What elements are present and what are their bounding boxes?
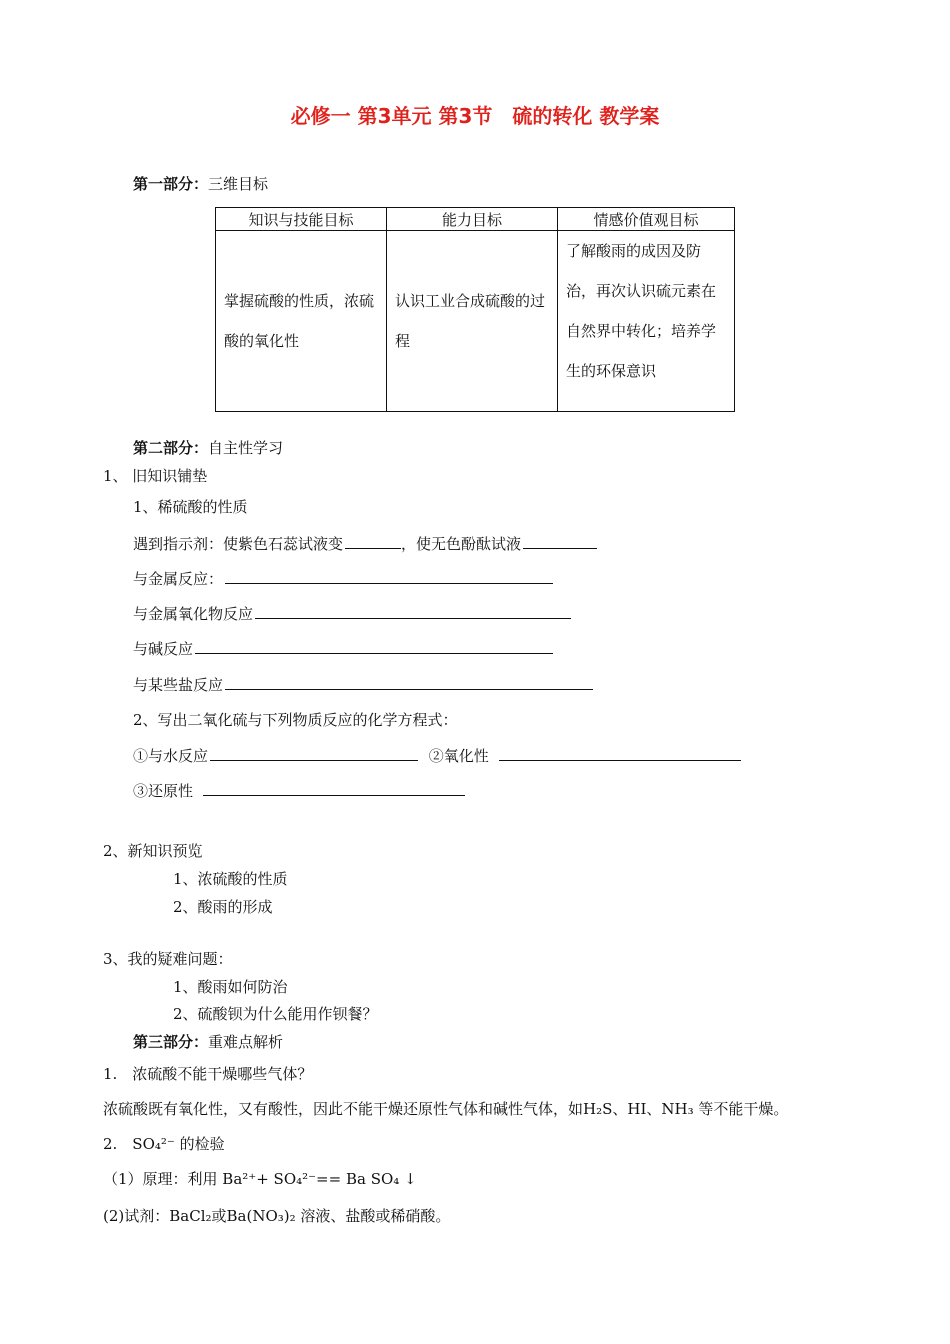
part3-item-1: 1. 浓硫酸不能干燥哪些气体？ xyxy=(103,1065,313,1083)
part2-label: 第二部分： xyxy=(133,439,209,457)
header-knowledge: 知识与技能目标 xyxy=(216,208,387,231)
sub1-heading: 1、稀硫酸的性质 xyxy=(133,498,248,516)
so2-water-text: ①与水反应 xyxy=(133,747,209,765)
part2-heading xyxy=(133,438,283,458)
metal-line xyxy=(133,568,553,589)
part1-label: 第一部分： xyxy=(133,175,209,193)
indicator-text-a: 遇到指示剂：使紫色石蕊试液变 xyxy=(133,535,344,553)
so2-line-1 xyxy=(133,745,741,766)
part3-label: 第三部分： xyxy=(133,1033,209,1051)
blank-phenolphthalein[interactable] xyxy=(523,533,597,549)
blank-so2-water[interactable] xyxy=(210,745,418,761)
part3-text: 重难点解析 xyxy=(208,1033,284,1051)
goals-table xyxy=(215,207,735,412)
goals-table-header xyxy=(216,208,735,231)
salt-text: 与某些盐反应 xyxy=(133,676,224,694)
indicator-text-b: ，使无色酚酞试液 xyxy=(401,535,522,553)
indicator-line xyxy=(133,533,597,554)
metal-text: 与金属反应： xyxy=(133,570,224,588)
so2-line-2 xyxy=(133,780,465,801)
principle-line: （1）原理：利用 Ba²⁺+ SO₄²⁻== Ba SO₄ ↓ xyxy=(103,1170,417,1188)
part2-text: 自主性学习 xyxy=(208,439,284,457)
blank-so2-oxidizing[interactable] xyxy=(499,745,741,761)
blank-litmus[interactable] xyxy=(345,533,401,549)
cell-ability: 认识工业合成硫酸的过程 xyxy=(387,231,558,412)
preview-item-1: 1、浓硫酸的性质 xyxy=(173,870,288,888)
sec1-heading: 1、 旧知识铺垫 xyxy=(103,467,208,485)
question-item-1: 1、酸雨如何防治 xyxy=(173,978,288,996)
page-title: 必修一 第3单元 第3节 硫的转化 教学案 xyxy=(290,104,660,128)
sub2-heading: 2、写出二氧化硫与下列物质反应的化学方程式： xyxy=(133,711,458,729)
reagent-line: (2)试剂：BaCl₂或Ba(NO₃)₂ 溶液、盐酸或稀硝酸。 xyxy=(103,1207,451,1225)
sec2-heading: 2、新知识预览 xyxy=(103,842,203,860)
part3-answer-1: 浓硫酸既有氧化性，又有酸性，因此不能干燥还原性气体和碱性气体，如H₂S、HI、NH₃ 等不能干燥。 xyxy=(103,1100,789,1118)
part1-heading xyxy=(133,174,268,194)
goals-table-row xyxy=(216,231,735,412)
blank-so2-reducing[interactable] xyxy=(203,780,465,796)
part3-item-2: 2. SO₄²⁻ 的检验 xyxy=(103,1135,225,1153)
cell-knowledge: 掌握硫酸的性质，浓硫酸的氧化性 xyxy=(216,231,387,412)
so2-reducing-text: ③还原性 xyxy=(133,782,194,800)
part3-heading xyxy=(133,1032,283,1052)
header-ability: 能力目标 xyxy=(387,208,558,231)
salt-line xyxy=(133,674,593,695)
sec3-heading: 3、我的疑难问题： xyxy=(103,950,233,968)
so2-oxidizing-text: ②氧化性 xyxy=(428,747,489,765)
question-item-2: 2、硫酸钡为什么能用作钡餐？ xyxy=(173,1005,378,1023)
oxide-text: 与金属氧化物反应 xyxy=(133,605,254,623)
cell-emotion: 了解酸雨的成因及防治，再次认识硫元素在自然界中转化；培养学生的环保意识 xyxy=(558,231,735,412)
blank-oxide[interactable] xyxy=(255,603,571,619)
base-text: 与碱反应 xyxy=(133,640,194,658)
header-emotion: 情感价值观目标 xyxy=(558,208,735,231)
part1-text: 三维目标 xyxy=(208,175,269,193)
blank-metal[interactable] xyxy=(225,568,553,584)
blank-base[interactable] xyxy=(195,638,553,654)
blank-salt[interactable] xyxy=(225,674,593,690)
preview-item-2: 2、酸雨的形成 xyxy=(173,898,273,916)
base-line xyxy=(133,638,553,659)
oxide-line xyxy=(133,603,571,624)
